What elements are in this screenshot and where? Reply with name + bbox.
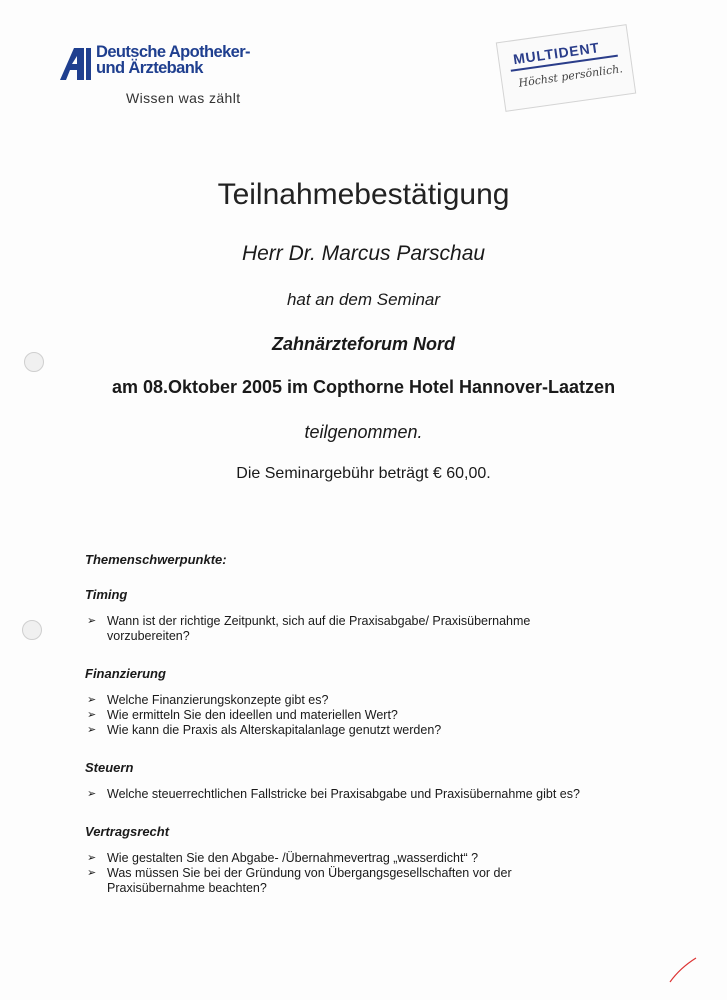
bank-logo-icon <box>58 46 92 80</box>
stamp-subtitle: Höchst persönlich. <box>517 62 624 90</box>
arrow-bullet-icon: ➢ <box>87 867 97 879</box>
topic-list <box>85 787 645 802</box>
topic-item-text: Welche Finanzierungskonzepte gibt es? <box>107 693 329 707</box>
topic-item <box>85 866 645 896</box>
arrow-bullet-icon: ➢ <box>87 709 97 721</box>
topic-item-text: vorzubereiten? <box>107 629 190 643</box>
arrow-bullet-icon: ➢ <box>87 788 97 800</box>
topic-section-title: Timing <box>85 587 128 602</box>
topic-item <box>85 614 645 644</box>
arrow-bullet-icon: ➢ <box>87 724 97 736</box>
bank-name-line1: Deutsche Apotheker- <box>96 43 250 61</box>
seminar-intro: hat an dem Seminar <box>286 290 441 309</box>
seminar-name: Zahnärzteforum Nord <box>271 334 455 354</box>
topic-list <box>85 851 645 896</box>
topic-item-text: Wie ermitteln Sie den ideellen und materiellen Wert? <box>107 708 398 722</box>
arrow-bullet-icon: ➢ <box>87 694 97 706</box>
binder-hole <box>22 620 42 640</box>
seminar-date-location: am 08.Oktober 2005 im Copthorne Hotel Hannover-Laatzen <box>111 377 616 397</box>
topic-item-text: Praxisübernahme beachten? <box>107 881 267 895</box>
topic-section-title: Vertragsrecht <box>85 824 170 839</box>
topic-item <box>85 851 645 866</box>
stamp-title: MULTIDENT <box>512 39 601 68</box>
pen-mark-icon <box>668 954 698 984</box>
topic-item <box>85 693 645 708</box>
topic-item-text: Wann ist der richtige Zeitpunkt, sich auf die Praxisabgabe/ Praxisübernahme <box>107 614 531 628</box>
arrow-bullet-icon: ➢ <box>87 615 97 627</box>
topic-item-text: Was müssen Sie bei der Gründung von Übergangsgesellschaften vor der <box>107 866 512 880</box>
participated-text: teilgenommen. <box>304 422 423 442</box>
topic-item <box>85 708 645 723</box>
multident-stamp <box>496 24 636 112</box>
seminar-fee: Die Seminargebühr beträgt € 60,00. <box>236 465 491 482</box>
recipient-name: Herr Dr. Marcus Parschau <box>241 242 486 265</box>
topic-item <box>85 723 645 738</box>
bank-name-line2: und Ärztebank <box>96 59 203 77</box>
topic-item-text: Wie kann die Praxis als Alterskapitalanlage genutzt werden? <box>107 723 442 737</box>
topic-section-title: Finanzierung <box>85 666 166 681</box>
arrow-bullet-icon: ➢ <box>87 852 97 864</box>
bank-name <box>96 44 296 76</box>
bank-tagline: Wissen was zählt <box>126 90 241 106</box>
topic-item <box>85 787 645 802</box>
topic-list <box>85 614 645 644</box>
certificate-title: Teilnahmebestätigung <box>217 178 510 211</box>
topic-item-text: Wie gestalten Sie den Abgabe- /Übernahmevertrag „wasserdicht“ ? <box>107 851 479 865</box>
topic-item-text: Welche steuerrechtlichen Fallstricke bei Praxisabgabe und Praxisübernahme gibt es? <box>107 787 580 801</box>
topic-list <box>85 693 645 738</box>
topic-section-title: Steuern <box>85 760 134 775</box>
topics-heading: Themenschwerpunkte: <box>85 552 227 567</box>
topics-section <box>85 552 645 918</box>
binder-hole <box>24 352 44 372</box>
